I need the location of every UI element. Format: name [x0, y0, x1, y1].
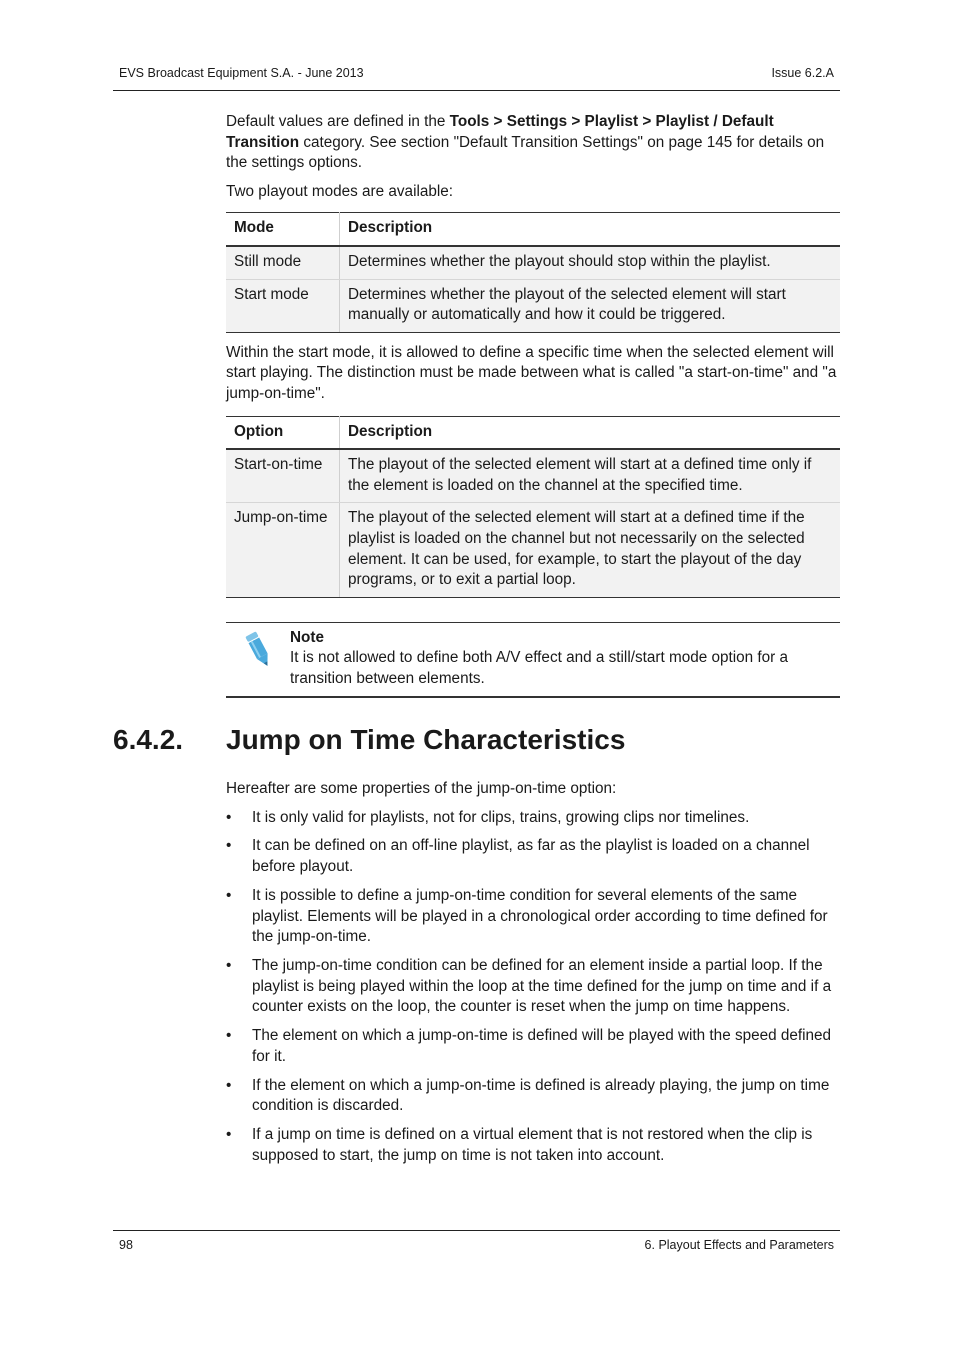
list-item-text: It can be defined on an off-line playlist, as far as the playlist is loaded on a channel before playout.	[252, 837, 810, 876]
intro-text-a: Default values are defined in the	[226, 113, 450, 130]
table-row	[226, 279, 840, 332]
section-number: 6.4.2.	[113, 724, 184, 755]
column-header-option: Option	[226, 416, 340, 449]
table-cell-description: The playout of the selected element will start at a defined time if the playlist is loaded on the channel but not necessarily on the selected element. It can be used, for example, to start the playout of the day programs, or to exit a partial loop.	[340, 503, 841, 597]
properties-list	[226, 808, 840, 1167]
list-item	[226, 808, 840, 829]
bullet-icon: •	[226, 957, 232, 975]
table-row	[226, 449, 840, 503]
section-body	[226, 779, 840, 1175]
table-row	[226, 246, 840, 279]
bullet-icon: •	[226, 1126, 232, 1144]
bullet-icon: •	[226, 1027, 232, 1045]
list-item-text: It is only valid for playlists, not for clips, trains, growing clips nor timelines.	[252, 808, 750, 826]
start-mode-paragraph: Within the start mode, it is allowed to define a specific time when the selected element will start playing. The distinction must be made between what is called "a start-on-time" and "a jump-on-time".	[226, 343, 837, 402]
pencil-icon	[242, 631, 276, 669]
settings-path: Tools > Settings > Playlist > Playlist / Default Transition	[226, 113, 774, 151]
bullet-icon: •	[226, 1076, 232, 1094]
start-options-table	[226, 416, 840, 598]
list-item-text: The jump-on-time condition can be defined for an element inside a partial loop. If the playlist is being played within the loop at the time defined for the jump on time and if a counter exists on the loop, the counter is reset when the jump on time happens.	[252, 957, 832, 1016]
table-cell-option: Start-on-time	[226, 449, 340, 503]
note-text: It is not allowed to define both A/V effect and a still/start mode option for a transition between elements.	[290, 649, 789, 687]
bullet-icon: •	[226, 808, 232, 826]
list-item-text: If a jump on time is defined on a virtual element that is not restored when the clip is supposed to start, the jump on time is not taken into account.	[252, 1126, 813, 1164]
column-header-description: Description	[340, 416, 841, 449]
bullet-icon: •	[226, 837, 232, 855]
list-item	[226, 886, 840, 948]
table-cell-mode: Still mode	[226, 246, 340, 279]
chapter-title: 6. Playout Effects and Parameters	[644, 1238, 834, 1252]
column-header-mode: Mode	[226, 213, 340, 246]
main-content	[226, 112, 840, 698]
table-header-row	[226, 416, 840, 449]
table-cell-description: Determines whether the playout should stop within the playlist.	[340, 246, 841, 279]
list-item	[226, 1076, 840, 1117]
table-cell-option: Jump-on-time	[226, 503, 340, 597]
list-item-text: If the element on which a jump-on-time is defined is already playing, the jump on time condition is discarded.	[252, 1076, 830, 1115]
properties-intro: Hereafter are some properties of the jump-on-time option:	[226, 780, 617, 797]
table-cell-description: The playout of the selected element will start at a defined time only if the element is loaded on the channel at the specified time.	[340, 449, 841, 503]
intro-text-c: category. See section "Default Transition Settings" on page 145 for details on the settings options.	[226, 133, 825, 172]
header-issue: Issue 6.2.A	[771, 66, 834, 80]
list-item	[226, 836, 840, 877]
column-header-description: Description	[340, 213, 841, 246]
intro-paragraph	[226, 112, 840, 174]
list-item-text: The element on which a jump-on-time is defined will be played with the speed defined for it.	[252, 1027, 832, 1065]
note-title: Note	[290, 628, 324, 646]
section-title: Jump on Time Characteristics	[226, 724, 626, 755]
page-header	[113, 64, 840, 91]
list-item-text: It is possible to define a jump-on-time condition for several elements of the same playlist. Elements will be played in a chronological order according to time defined for the jump-on-time.	[252, 886, 828, 946]
list-item	[226, 1125, 840, 1166]
note-box	[226, 622, 840, 699]
table-row	[226, 503, 840, 597]
table-cell-description: Determines whether the playout of the selected element will start manually or automatically and how it could be triggered.	[340, 279, 841, 332]
table-header-row	[226, 213, 840, 246]
bullet-icon: •	[226, 886, 232, 904]
modes-intro: Two playout modes are available:	[226, 182, 454, 200]
list-item	[226, 1026, 840, 1067]
page-footer	[113, 1230, 840, 1257]
header-publisher: EVS Broadcast Equipment S.A. - June 2013	[119, 66, 364, 80]
page-number: 98	[119, 1238, 133, 1252]
playout-modes-table	[226, 212, 840, 332]
table-cell-mode: Start mode	[226, 279, 340, 332]
list-item	[226, 956, 840, 1018]
